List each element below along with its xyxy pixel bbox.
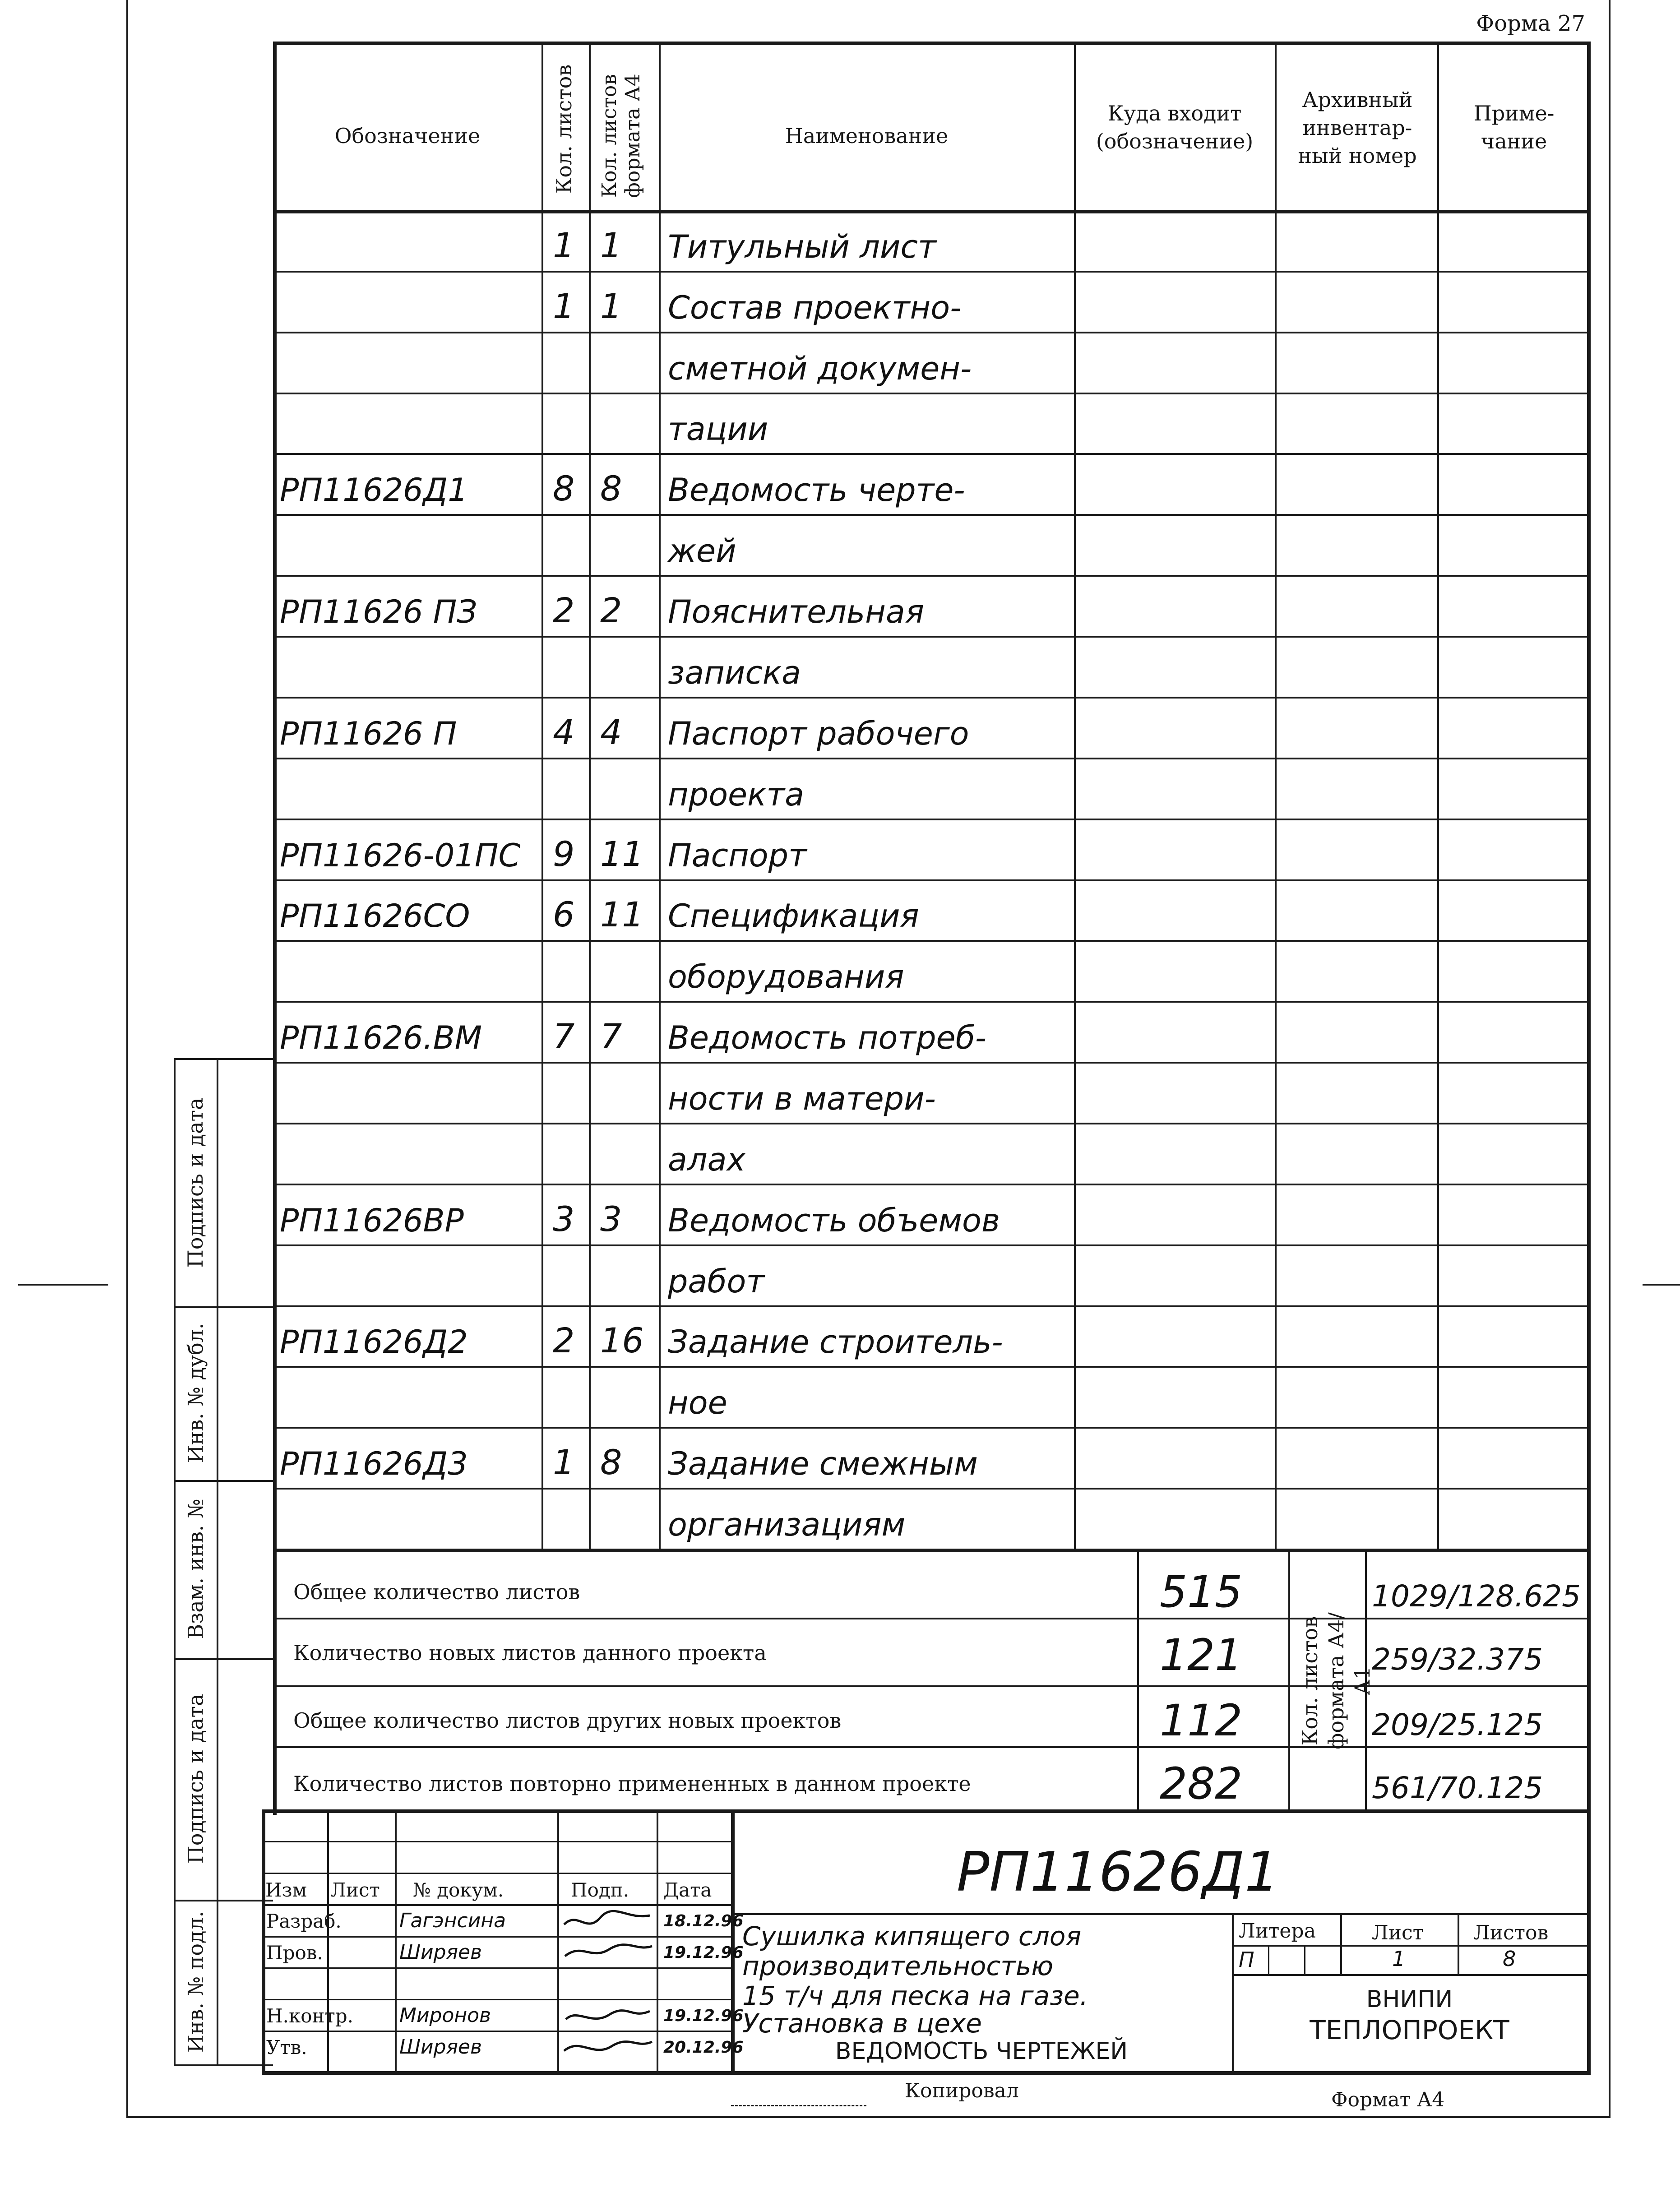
totals-side-label [1297,1550,1375,1811]
row-line [273,393,1591,394]
total-label-2: Количество новых листов данного проекта [293,1641,767,1665]
stamp-role-2: Пров. [266,1942,323,1964]
header-sheets-a4-text: Кол. листов формата А4 [598,74,644,198]
stamp-col-izm [327,1809,329,2071]
stamp-row-6 [262,1999,731,2000]
total-value-3: 112 [1160,1695,1243,1746]
row-sheets-a4: 8 [600,1442,622,1483]
row-sheets-a4: 2 [600,590,622,631]
row-line [273,1305,1591,1307]
row-name: Пояснительная [668,593,924,631]
header-archive-text: Архивный инвентар- ный номер [1298,88,1417,168]
row-designation: РП11626.ВМ [280,1019,482,1057]
total-value-2: 121 [1160,1630,1243,1680]
stamp-hdr-izm: Изм [265,1879,307,1901]
total-value-1: 515 [1160,1567,1243,1617]
stamp-sheet-sep [1458,1913,1459,1974]
stamp-date-5: 20.12.96 [663,2038,744,2057]
row-name: оборудования [668,958,904,996]
row-sheets-a4: 4 [600,712,622,752]
row-name: записка [668,654,801,691]
totals-value-sep [1137,1549,1139,1809]
row-sheets: 9 [553,833,575,874]
header-sheets-a4 [598,55,648,217]
strip-right-edge [217,1058,218,2064]
header-designation: Обозначение [334,124,481,148]
stamp-col-doc [557,1809,559,2071]
stamp-hdr-sign: Подп. [571,1879,629,1901]
row-name: Ведомость потреб- [668,1019,987,1057]
row-name: сметной докумен- [668,350,972,387]
stamp-name-5: Ширяев [399,2035,482,2059]
header-where-used [1075,99,1274,155]
strip-sign-date-bottom: Подпись и дата [183,1693,208,1864]
row-line [273,758,1591,759]
row-designation: РП11626-01ПС [280,837,521,874]
footer-copied: Копировал [905,2079,1019,2102]
stamp-title-line-3: 15 т/ч для песка на газе. [742,1980,1088,2011]
row-sheets-a4: 3 [600,1198,622,1239]
row-sheets: 2 [553,590,575,631]
footer-format: Формат А4 [1331,2088,1445,2111]
totals-side-label-text: Кол. листов формата А4/А1 [1298,1612,1375,1749]
row-line [273,1488,1591,1490]
col-sep-6 [1437,42,1439,1549]
row-name: ности в матери- [668,1080,936,1117]
row-line [273,332,1591,333]
row-line [273,697,1591,699]
stamp-date-4: 19.12.96 [663,2007,744,2025]
row-sheets: 1 [553,225,575,265]
stamp-sheet-value: 1 [1392,1947,1406,1971]
row-sheets-a4: 8 [600,468,622,509]
row-sheets-a4: 16 [600,1320,644,1361]
stamp-litera-value: П [1239,1948,1254,1972]
row-designation: РП11626СО [280,897,470,935]
row-line [273,575,1591,577]
col-sep-2 [589,42,591,1549]
stamp-left [262,1809,265,2071]
row-sheets: 1 [553,286,575,326]
stamp-litera-cell-2 [1304,1945,1305,1974]
stamp-sheets-value: 8 [1503,1947,1516,1971]
stamp-sheets-label: Листов [1473,1921,1549,1944]
total-a4a1-2: 259/32.375 [1372,1642,1543,1677]
col-sep-4 [1074,42,1076,1549]
row-name: Паспорт рабочего [668,715,969,752]
stamp-title-line-1: Сушилка кипящего слоя [742,1921,1082,1952]
row-line [273,940,1591,942]
row-name: Состав проектно- [668,289,962,326]
row-name: проекта [668,776,805,813]
row-name: Ведомость объемов [668,1202,1000,1239]
stamp-title-line-2: производительностью [742,1951,1054,1981]
row-name: алах [668,1141,745,1178]
row-line [273,1244,1591,1246]
row-designation: РП11626Д3 [280,1445,468,1483]
row-line [273,514,1591,516]
row-sheets-a4: 11 [600,894,644,935]
form-label: Форма 27 [1476,11,1585,36]
stamp-name-2: Ширяев [399,1941,482,1964]
fold-mark-left [18,1284,108,1286]
row-name: Задание строитель- [668,1323,1003,1361]
strip-bottom [174,2064,273,2066]
total-a4a1-1: 1029/128.625 [1372,1579,1581,1614]
row-designation: РП11626 ПЗ [280,593,477,631]
fold-mark-right [1643,1284,1680,1286]
stamp-doc-title: ВЕДОМОСТЬ ЧЕРТЕЖЕЙ [835,2038,1128,2065]
row-sheets: 1 [553,1442,575,1483]
stamp-hdr-doc: № докум. [413,1879,504,1901]
row-name: Задание смежным [668,1445,978,1483]
stamp-right [1587,1809,1591,2071]
total-a4a1-4: 561/70.125 [1372,1771,1543,1805]
footer-dash [731,2105,866,2106]
stamp-bottom [262,2071,1591,2075]
totals-line-1 [273,1618,1591,1619]
stamp-col-date [731,1809,735,2071]
row-sheets: 4 [553,712,575,752]
row-line [273,1062,1591,1064]
stamp-date-1: 18.12.96 [663,1912,744,1930]
stamp-code: РП11626Д1 [957,1841,1279,1904]
stamp-row-7 [262,2031,731,2032]
stamp-row-4 [262,1936,731,1938]
totals-line-3 [273,1746,1591,1748]
col-sep-1 [541,42,543,1549]
row-line [273,271,1591,273]
row-line [273,1366,1591,1368]
row-line [273,879,1591,881]
row-line [273,1427,1591,1429]
row-designation: РП11626Д2 [280,1323,468,1361]
row-sheets-a4: 1 [600,286,622,326]
header-archive [1281,86,1434,170]
col-sep-3 [659,42,661,1549]
row-line [273,1184,1591,1185]
outer-frame-bottom [126,2116,1611,2118]
header-bottom [273,210,1591,213]
total-label-3: Общее количество листов других новых проектов [293,1708,842,1733]
stamp-litera-row-top [1232,1945,1587,1947]
stamp-litera-row-bottom [1232,1974,1587,1976]
stamp-col-sign [657,1809,658,2071]
row-line [273,819,1591,820]
row-sheets: 7 [553,1016,575,1057]
row-sheets: 8 [553,468,575,509]
row-sheets-a4: 7 [600,1016,622,1057]
row-designation: РП11626 П [280,715,457,752]
outer-frame-right [1609,0,1611,2116]
stamp-row-3 [262,1904,731,1906]
row-sheets: 2 [553,1320,575,1361]
row-name: Титульный лист [668,228,936,265]
strip-inv-podl: Инв. № подл. [183,1911,208,2053]
stamp-row-1 [262,1841,731,1842]
totals-line-2 [273,1685,1591,1687]
row-name: ное [668,1384,727,1422]
row-sheets: 3 [553,1198,575,1239]
stamp-role-4: Н.контр. [266,2005,353,2027]
signature-marks [560,1906,657,2069]
total-label-4: Количество листов повторно примененных в данном проекте [293,1772,971,1796]
row-name: Паспорт [668,837,807,874]
totals-top [273,1549,1591,1552]
row-line [273,1123,1591,1124]
row-name: Спецификация [668,897,919,935]
header-name: Наименование [785,124,949,148]
stamp-litera-cell-1 [1268,1945,1269,1974]
row-line [273,636,1591,638]
strip-sign-date-top: Подпись и дата [183,1097,208,1268]
row-name: жей [668,532,736,570]
total-label-1: Общее количество листов [293,1580,580,1604]
total-a4a1-3: 209/25.125 [1372,1707,1543,1742]
header-note-text: Приме- чание [1473,101,1555,153]
row-name: организациям [668,1506,906,1543]
stamp-title-line-4: Установка в цехе [742,2008,982,2039]
stamp-litera-sep [1340,1913,1342,1974]
row-name: тации [668,411,768,448]
total-value-4: 282 [1160,1758,1243,1809]
row-line [273,1001,1591,1003]
col-sep-5 [1275,42,1277,1549]
stamp-litera-label: Литера [1239,1920,1316,1943]
stamp-date-2: 19.12.96 [663,1943,744,1962]
stamp-name-1: Гагэнсина [399,1909,506,1932]
stamp-hdr-list: Лист [330,1879,380,1901]
table-top [273,42,1591,45]
row-sheets: 6 [553,894,575,935]
stamp-row-2 [262,1873,731,1874]
stamp-role-5: Утв. [266,2036,307,2059]
header-sheets: Кол. листов [552,64,576,194]
stamp-role-1: Разраб. [266,1910,342,1932]
stamp-org-line-1: ВНИПИ [1366,1986,1453,2013]
row-sheets-a4: 1 [600,225,622,265]
stamp-org-line-2: ТЕПЛОПРОЕКТ [1310,2015,1509,2045]
row-designation: РП11626ВР [280,1202,464,1239]
outer-frame-left [126,0,128,2116]
stamp-top [262,1809,1591,1813]
stamp-col-list [395,1809,397,2071]
row-name: Ведомость черте- [668,472,965,509]
header-note [1444,99,1584,155]
stamp-hdr-date: Дата [663,1879,712,1901]
header-where-used-text: Куда входит (обозначение) [1096,101,1254,153]
stamp-name-4: Миронов [399,2004,491,2027]
row-line [273,453,1591,455]
stamp-sheet-label: Лист [1372,1921,1424,1944]
strip-inv-dubl: Инв. № дубл. [183,1323,208,1463]
totals-side-left [1288,1549,1290,1809]
row-designation: РП11626Д1 [280,472,468,509]
stamp-row-5 [262,1967,731,1969]
strip-left-edge [174,1058,176,2064]
strip-vzam-inv: Взам. инв. № [183,1499,208,1639]
row-sheets-a4: 11 [600,833,644,874]
row-name: работ [668,1263,765,1300]
